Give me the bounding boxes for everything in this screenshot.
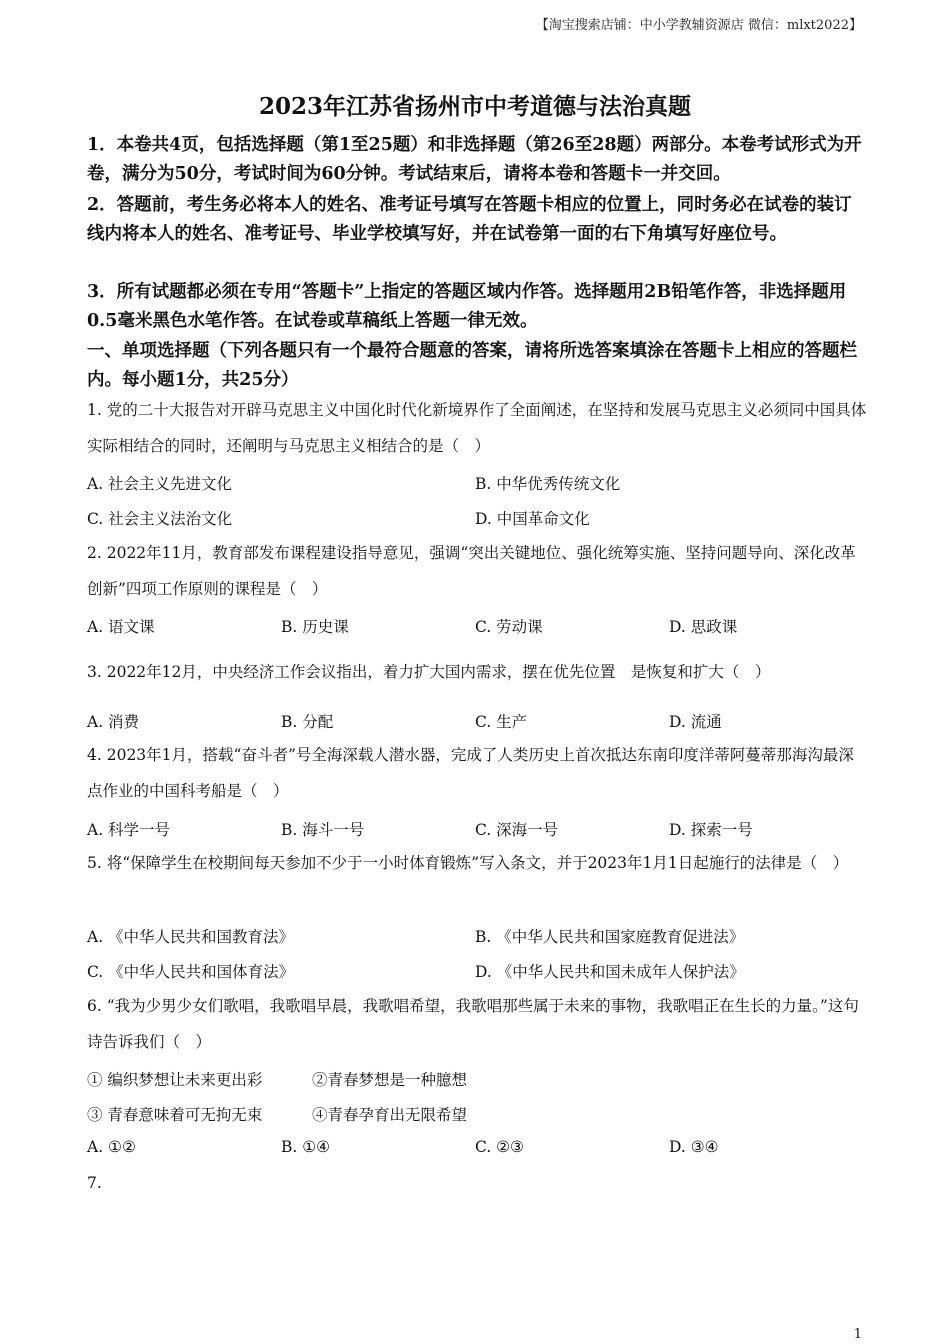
question-2-option-b: B. 历史课 <box>281 618 349 636</box>
question-1-option-a: A. 社会主义先进文化 <box>87 475 233 493</box>
question-1-option-b: B. 中华优秀传统文化 <box>475 475 621 493</box>
instruction-1: 1．本卷共4页，包括选择题（第1至25题）和非选择题（第26至28题）两部分。本卷考试形式为开卷，满分为50分，考试时间为60分钟。考试结束后，请将本卷和答题卡一并交回。 <box>87 135 862 184</box>
question-4-option-a: A. 科学一号 <box>87 821 171 839</box>
question-5-stem: 5. 将“保障学生在校期间每天参加不少于一小时体育锻炼”写入条文，并于2023年1月1日起施行的法律是（ ） <box>87 854 849 872</box>
question-4-option-b: B. 海斗一号 <box>281 821 365 839</box>
question-6-statement-1: ① 编织梦想让未来更出彩 <box>87 1071 263 1089</box>
question-2-stem: 2. 2022年11月，教育部发布课程建设指导意见，强调“突出关键地位、强化统筹实施、坚持问题导向、深化改革创新”四项工作原则的课程是（ ） <box>87 544 856 598</box>
question-6-option-d: D. ③④ <box>669 1138 719 1156</box>
question-3-option-b: B. 分配 <box>281 713 334 731</box>
question-6-statement-4: ④青春孕育出无限希望 <box>312 1106 468 1124</box>
question-3-option-d: D. 流通 <box>669 713 722 731</box>
question-3-stem: 3. 2022年12月，中央经济工作会议指出，着力扩大国内需求，摆在优先位置 是恢复和扩大（ ） <box>87 663 771 681</box>
question-1-option-d: D. 中国革命文化 <box>475 510 590 528</box>
question-6-statement-3: ③ 青春意味着可无拘无束 <box>87 1106 263 1124</box>
question-1-stem: 1. 党的二十大报告对开辟马克思主义中国化时代化新境界作了全面阐述，在坚持和发展马克思主义必须同中国具体实际相结合的同时，还阐明与马克思主义相结合的是（ ） <box>87 401 867 455</box>
question-6-statement-2: ②青春梦想是一种臆想 <box>312 1071 468 1089</box>
question-6-option-c: C. ②③ <box>475 1138 524 1156</box>
question-4-option-d: D. 探索一号 <box>669 821 753 839</box>
question-7-stem: 7. <box>87 1174 102 1192</box>
instruction-3: 3．所有试题都必须在专用“答题卡”上指定的答题区域内作答。选择题用2B铅笔作答，非选择题用0.5毫米黑色水笔作答。在试卷或草稿纸上答题一律无效。 <box>87 282 847 331</box>
section-heading: 一、单项选择题（下列各题只有一个最符合题意的答案，请将所选答案填涂在答题卡上相应的答题栏内。每小题1分，共25分） <box>87 341 857 390</box>
instruction-2: 2．答题前，考生务必将本人的姓名、准考证号填写在答题卡相应的位置上，同时务必在试卷的装订线内将本人的姓名、准考证号、毕业学校填写好，并在试卷第一面的右下角填写好座位号。 <box>87 195 852 244</box>
question-5-option-a: A. 《中华人民共和国教育法》 <box>87 928 295 946</box>
question-5-option-c: C. 《中华人民共和国体育法》 <box>87 963 295 981</box>
header-note: 【淘宝搜索店铺：中小学教辅资源店 微信：mlxt2022】 <box>535 18 862 33</box>
question-1-option-c: C. 社会主义法治文化 <box>87 510 233 528</box>
question-6-option-a: A. ①② <box>87 1138 136 1156</box>
question-2-option-c: C. 劳动课 <box>475 618 543 636</box>
page-title: 2023年江苏省扬州市中考道德与法治真题 <box>258 93 691 120</box>
question-4-option-c: C. 深海一号 <box>475 821 559 839</box>
page-number: 1 <box>853 1327 862 1342</box>
question-3-option-a: A. 消费 <box>87 713 140 731</box>
question-5-option-b: B. 《中华人民共和国家庭教育促进法》 <box>475 928 745 946</box>
question-6-option-b: B. ①④ <box>281 1138 331 1156</box>
question-5-option-d: D. 《中华人民共和国未成年人保护法》 <box>475 963 745 981</box>
question-4-stem: 4. 2023年1月，搭载“奋斗者”号全海深载人潜水器，完成了人类历史上首次抵达东南印度洋蒂阿蔓蒂那海沟最深点作业的中国科考船是（ ） <box>87 746 854 800</box>
question-6-stem: 6. “我为少男少女们歌唱，我歌唱早晨，我歌唱希望，我歌唱那些属于未来的事物，我歌唱正在生长的力量。”这句诗告诉我们（ ） <box>87 997 859 1051</box>
question-3-option-c: C. 生产 <box>475 713 528 731</box>
question-2-option-a: A. 语文课 <box>87 618 155 636</box>
question-2-option-d: D. 思政课 <box>669 618 738 636</box>
